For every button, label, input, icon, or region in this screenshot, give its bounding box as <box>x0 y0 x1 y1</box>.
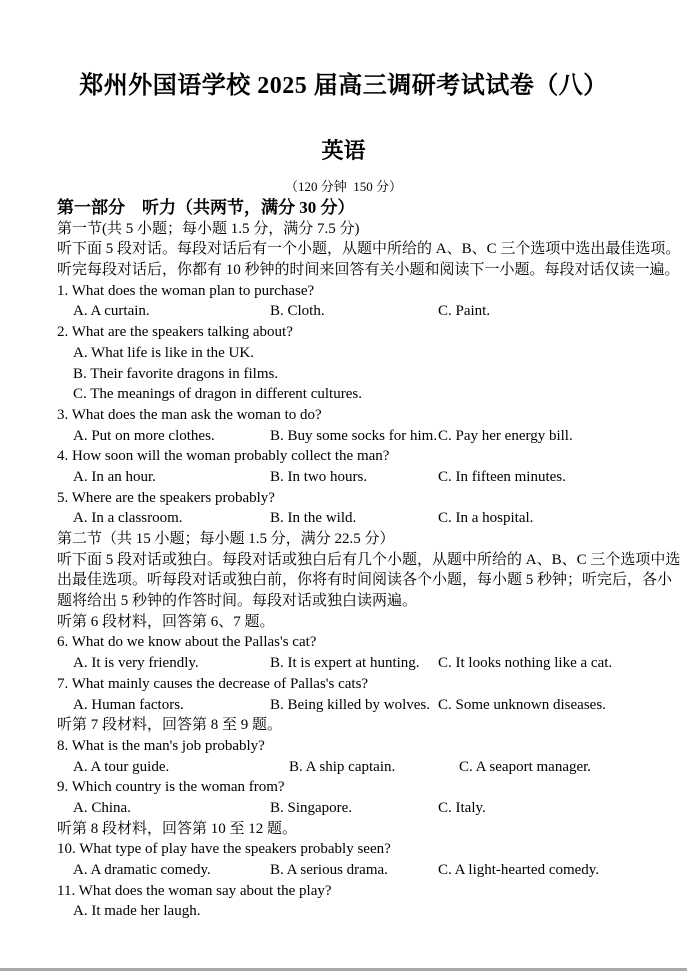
option-a: A. China. <box>73 799 131 816</box>
options-row <box>57 426 647 447</box>
section1-instruction-line: 听下面 5 段对话。每段对话后有一个小题，从题中所给的 A、B、C 三个选项中选出最佳选项。 <box>57 241 681 258</box>
options-row <box>57 757 647 778</box>
option-c: C. A seaport manager. <box>459 758 592 775</box>
section1-heading: 第一节(共 5 小题；每小题 1.5 分，满分 7.5 分) <box>57 220 360 237</box>
question-4 <box>57 446 647 487</box>
options-row <box>57 695 647 716</box>
option-b: B. Singapore. <box>270 799 353 816</box>
option-c: C. In fifteen minutes. <box>438 468 566 485</box>
question-10 <box>57 839 647 880</box>
option-b: B. Being killed by wolves. <box>270 696 430 713</box>
exam-duration-score: （120 分钟 150 分） <box>284 179 402 194</box>
option-b: B. A ship captain. <box>289 758 396 775</box>
question-6 <box>57 632 647 673</box>
option-a: A. A dramatic comedy. <box>73 862 211 878</box>
options-row <box>57 798 647 819</box>
option-a: A. Human factors. <box>73 696 184 713</box>
question-2 <box>57 322 647 405</box>
option-a: A. It made her laugh. <box>73 903 201 920</box>
question-1 <box>57 281 647 322</box>
question-text: 8. What is the man's job probably? <box>57 737 265 754</box>
section1-instruction-line: 听完每段对话后，你都有 10 秒钟的时间来回答有关小题和阅读下一小题。每段对话仅读一遍。 <box>57 262 680 279</box>
material-note-8: 听第 8 段材料，回答第 10 至 12 题。 <box>57 820 298 837</box>
question-text: 10. What type of play have the speakers probably seen? <box>57 841 391 858</box>
option-b: B. In two hours. <box>270 468 368 485</box>
option-a: A. In an hour. <box>73 468 156 485</box>
option-b: B. Cloth. <box>270 303 325 320</box>
option-c: C. It looks nothing like a cat. <box>438 655 613 672</box>
question-7 <box>57 674 647 715</box>
options-row <box>57 860 647 881</box>
option-b: B. Their favorite dragons in films. <box>73 365 279 382</box>
question-text: 3. What does the man ask the woman to do? <box>57 406 322 423</box>
option-a: A. A tour guide. <box>73 758 170 775</box>
option-c: C. Some unknown diseases. <box>438 696 606 713</box>
option-c: C. Italy. <box>438 799 486 816</box>
section2-heading: 第二节（共 15 小题；每小题 1.5 分，满分 22.5 分） <box>57 531 395 547</box>
question-11 <box>57 881 647 922</box>
options-row <box>57 653 647 674</box>
question-text: 11. What does the woman say about the play? <box>57 882 332 899</box>
option-a: A. Put on more clothes. <box>73 427 215 444</box>
question-3 <box>57 405 647 446</box>
question-text: 1. What does the woman plan to purchase? <box>57 282 315 299</box>
question-8 <box>57 736 647 777</box>
option-c: C. A light-hearted comedy. <box>438 862 600 878</box>
option-a: A. It is very friendly. <box>73 655 199 672</box>
option-b: B. A serious drama. <box>270 862 388 878</box>
options-row <box>57 467 647 488</box>
section2-instruction-line: 题将给出 5 秒钟的作答时间。每段对话或独白读两遍。 <box>57 593 418 610</box>
option-c: C. The meanings of dragon in different cultures. <box>73 386 362 403</box>
question-text: 6. What do we know about the Pallas's cat? <box>57 634 317 651</box>
option-b: B. In the wild. <box>270 510 357 527</box>
option-b: B. Buy some socks for him. <box>270 427 438 444</box>
options-row <box>57 301 647 322</box>
material-note-6: 听第 6 段材料，回答第 6、7 题。 <box>57 613 275 630</box>
option-a: A. What life is like in the UK. <box>73 344 254 361</box>
question-text: 7. What mainly causes the decrease of Pallas's cats? <box>57 675 369 692</box>
options-row <box>57 508 647 529</box>
material-note-7: 听第 7 段材料，回答第 8 至 9 题。 <box>57 717 283 734</box>
exam-body <box>0 198 687 922</box>
option-a: A. In a classroom. <box>73 510 183 527</box>
question-5 <box>57 488 647 529</box>
section2-instruction-line: 出最佳选项。听每段对话或独白前，你将有时间阅读各个小题，每小题 5 秒钟；听完后，各小 <box>57 572 673 589</box>
question-9 <box>57 777 647 818</box>
option-c: C. In a hospital. <box>438 510 534 527</box>
option-a: A. A curtain. <box>73 303 150 320</box>
question-text: 2. What are the speakers talking about? <box>57 324 293 341</box>
question-text: 5. Where are the speakers probably? <box>57 489 275 506</box>
option-b: B. It is expert at hunting. <box>270 655 420 672</box>
option-c: C. Paint. <box>438 303 491 320</box>
option-c: C. Pay her energy bill. <box>438 427 573 444</box>
section2-instruction-line: 听下面 5 段对话或独白。每段对话或独白后有几个小题，从题中所给的 A、B、C 三个选项中选 <box>57 551 681 568</box>
page-title: 郑州外国语学校 2025 届高三调研考试试卷（八） <box>79 73 608 99</box>
part1-heading: 第一部分 听力（共两节，满分 30 分） <box>57 198 355 217</box>
question-text: 4. How soon will the woman probably collect the man? <box>57 448 390 465</box>
subject-title: 英语 <box>321 138 366 163</box>
question-text: 9. Which country is the woman from? <box>57 779 285 796</box>
